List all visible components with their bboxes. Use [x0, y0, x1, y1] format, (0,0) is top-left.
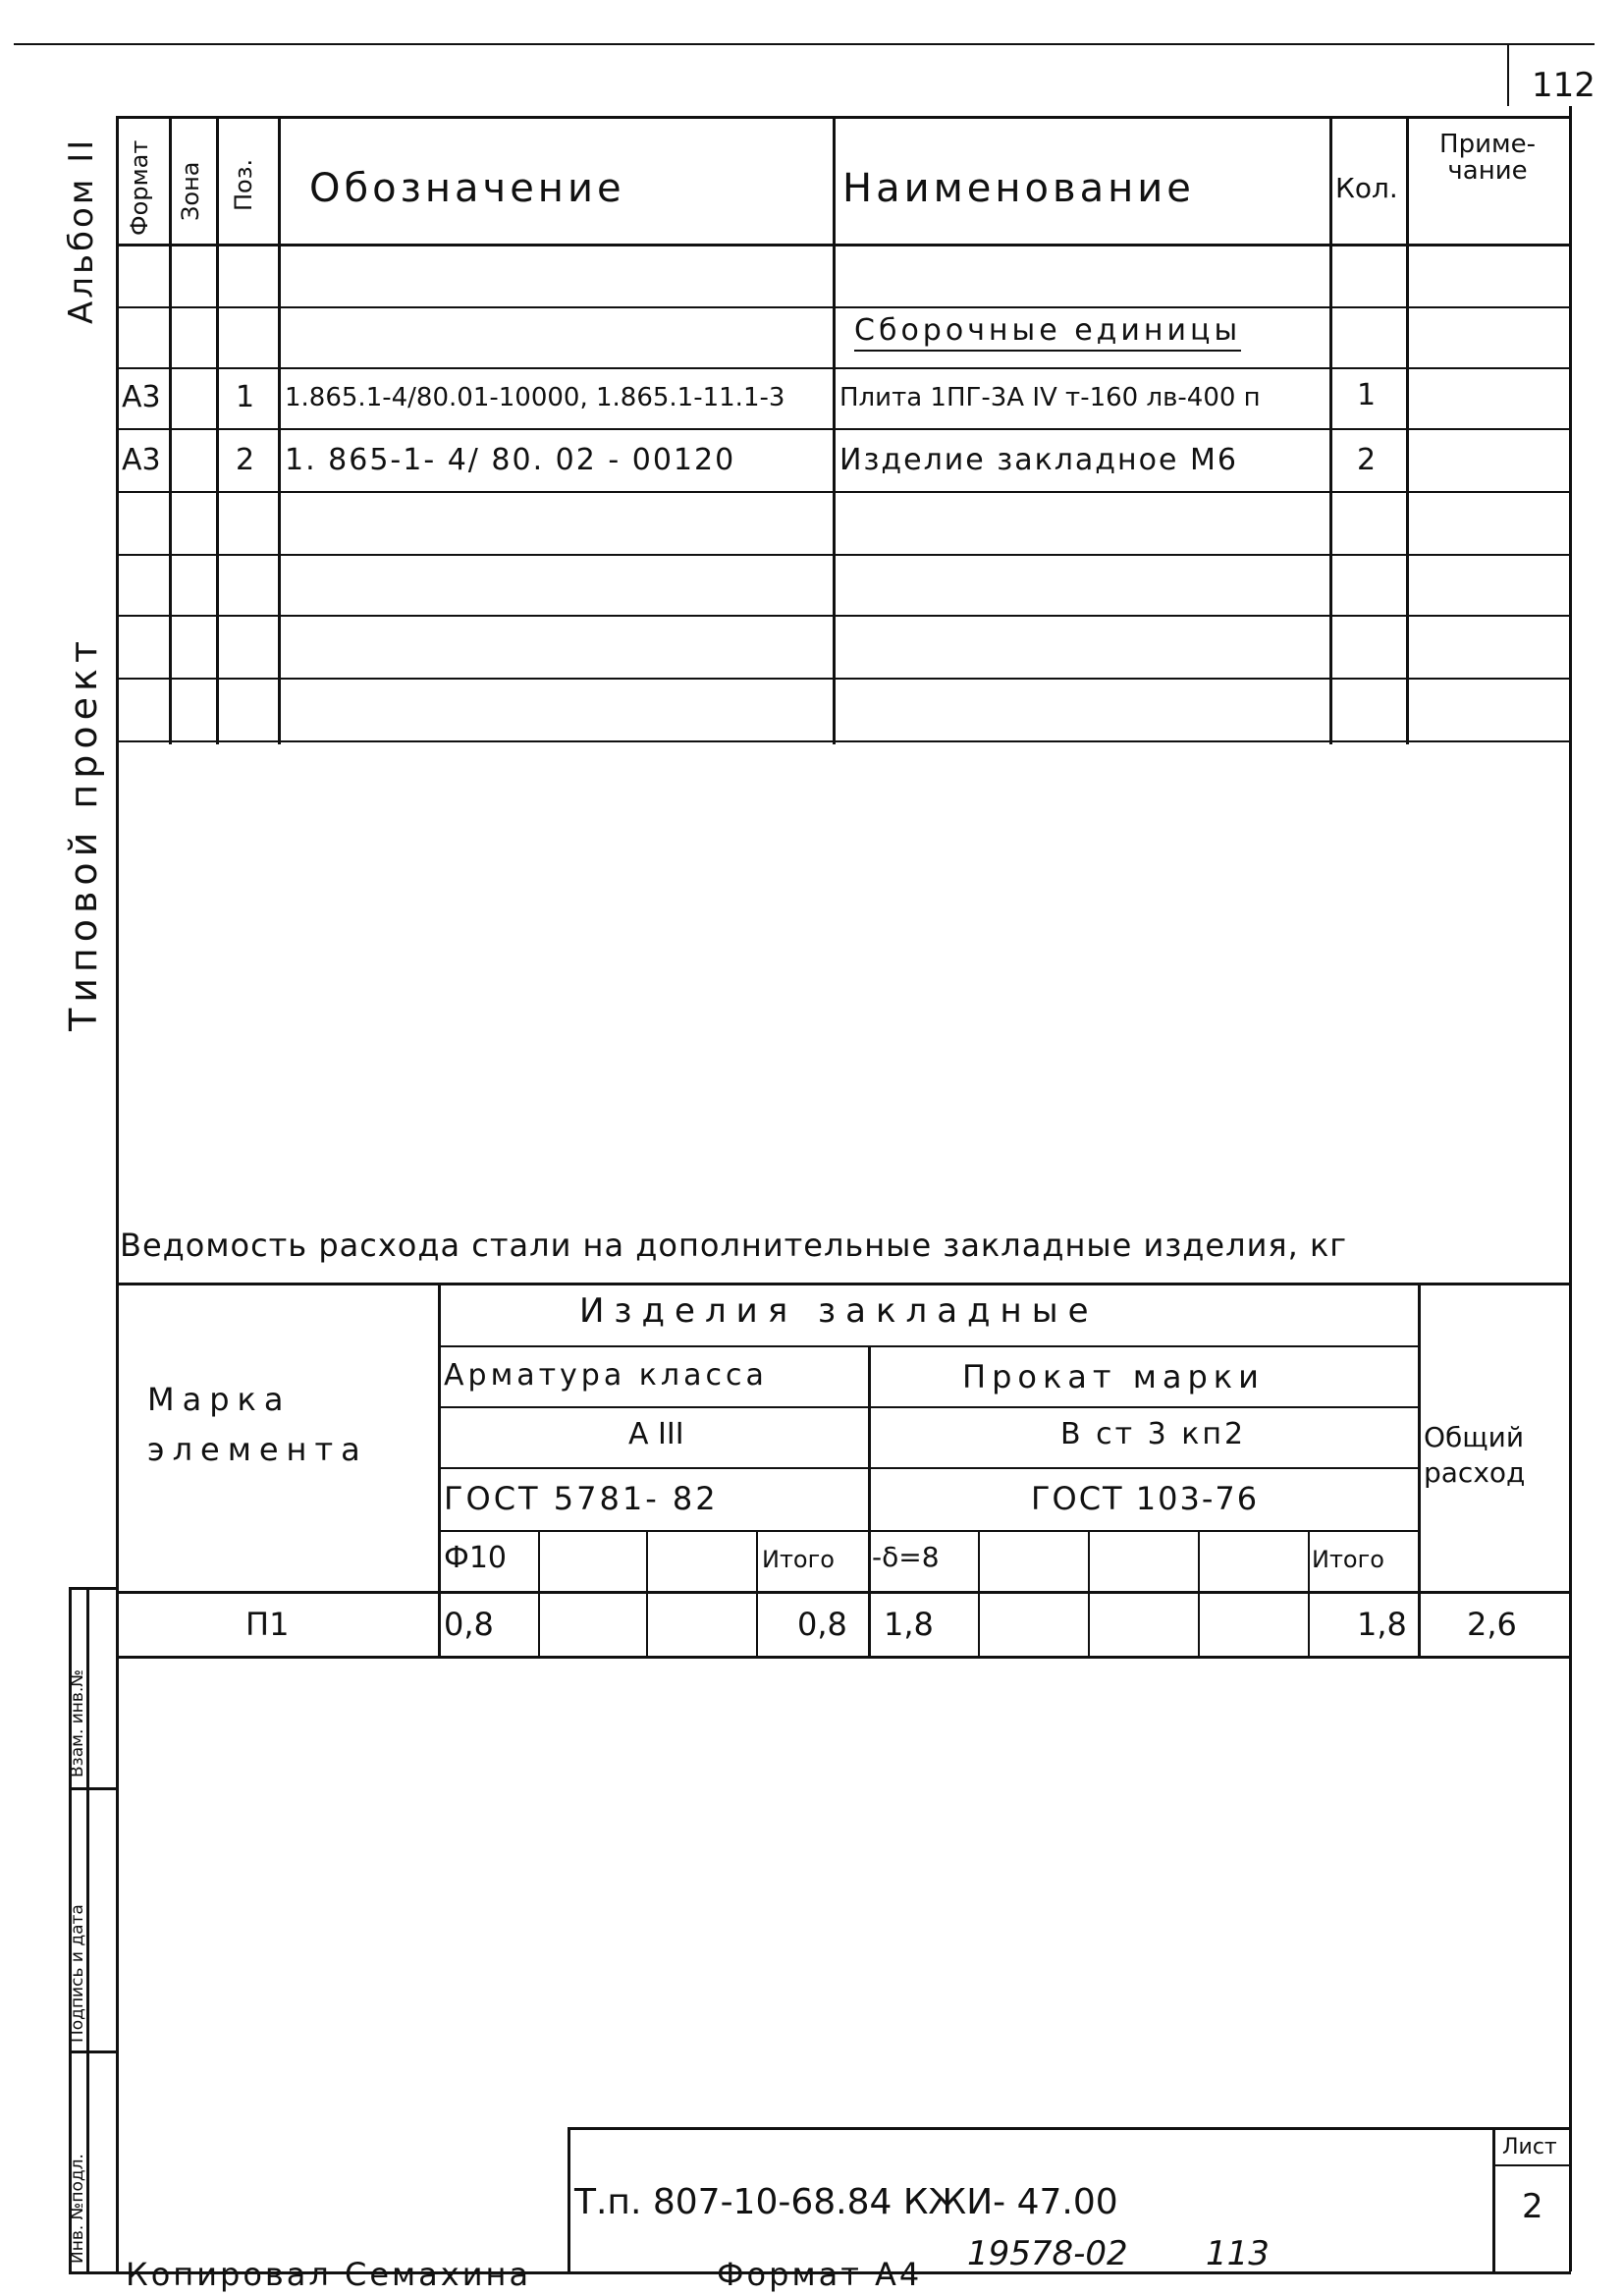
header-note: Приме-чание: [1439, 130, 1536, 187]
row-qty: 2: [1357, 443, 1377, 477]
steel-col-line: [646, 1530, 648, 1656]
frame-left: [116, 116, 119, 2271]
spec-col-line: [1329, 116, 1332, 744]
steel-header-line: [438, 1406, 1418, 1408]
steel-subheader: Итого: [762, 1546, 835, 1573]
steel-col-line: [1308, 1530, 1310, 1656]
steel-header-bottom: [116, 1591, 1571, 1594]
steel-subheader: Итого: [1312, 1546, 1384, 1573]
spec-row-line: [116, 306, 1571, 308]
spec-col-line: [278, 116, 281, 744]
spec-row-line: [116, 740, 1571, 742]
spec-header-line: [116, 244, 1571, 246]
stamp-vzam: Взам. инв.№: [68, 1668, 87, 1777]
footer-page: 113: [1206, 2234, 1270, 2273]
header-name: Наименование: [842, 166, 1195, 211]
footer-number: 19578-02: [967, 2234, 1128, 2273]
page-number-box: [1507, 43, 1509, 106]
title-code: Т.п. 807-10-68.84 КЖИ- 47.00: [574, 2182, 1118, 2222]
steel-col-line: [978, 1530, 980, 1656]
spec-row-line: [116, 428, 1571, 430]
steel-armature-gost: ГОСТ 5781- 82: [444, 1480, 719, 1517]
page-number-top: 112: [1532, 66, 1596, 105]
steel-col-line: [1088, 1530, 1090, 1656]
row-qty: 1: [1357, 378, 1377, 412]
steel-row-value: 0,8: [444, 1606, 494, 1643]
spec-row-line: [116, 678, 1571, 680]
section-title: Сборочные единицы: [854, 316, 1241, 352]
steel-header-line: [438, 1530, 1418, 1532]
steel-header-line: [438, 1345, 1418, 1347]
steel-header-line: [438, 1467, 1418, 1469]
row-designation: 1. 865-1- 4/ 80. 02 - 00120: [285, 443, 736, 477]
title-block-left: [568, 2127, 570, 2271]
steel-col-line: [538, 1530, 540, 1656]
steel-row-value: 1,8: [1357, 1606, 1407, 1643]
stamp-inv-orig: Инв. №подл.: [68, 2154, 87, 2264]
row-name: Изделие закладное М6: [839, 443, 1238, 477]
stamp-line: [69, 1587, 116, 1590]
spec-col-line: [833, 116, 836, 744]
top-rule: [14, 43, 1595, 45]
header-qty: Кол.: [1335, 172, 1398, 204]
row-designation: 1.865.1-4/80.01-10000, 1.865.1-11.1-3: [285, 383, 785, 412]
title-block-top: [568, 2127, 1571, 2130]
sheet-box-line: [1492, 2164, 1571, 2166]
steel-col-line: [1198, 1530, 1200, 1656]
steel-row-mark: П1: [245, 1606, 290, 1643]
steel-subheader: -δ=8: [872, 1541, 940, 1573]
row-pos: 2: [236, 443, 255, 477]
spec-row-line: [116, 554, 1571, 556]
steel-rolled-gost: ГОСТ 103-76: [1031, 1480, 1260, 1517]
steel-rolled-grade: В ст 3 кп2: [1060, 1417, 1247, 1451]
stamp-line: [69, 2050, 116, 2053]
frame-right: [1569, 106, 1572, 2271]
sheet-box-left: [1492, 2127, 1495, 2271]
frame-top: [116, 116, 1571, 119]
side-label-album: Альбом II: [62, 137, 101, 324]
header-pos: Поз.: [230, 158, 257, 211]
spec-col-line: [1406, 116, 1409, 744]
steel-armature-class: А III: [628, 1417, 684, 1451]
steel-row-value: 0,8: [797, 1606, 847, 1643]
steel-col-line: [756, 1530, 758, 1656]
header-zone: Зона: [177, 161, 204, 221]
row-pos: 1: [236, 380, 255, 414]
row-format: А3: [122, 380, 161, 414]
row-format: А3: [122, 443, 161, 477]
steel-armature: Арматура класса: [444, 1358, 768, 1393]
steel-table-title: Ведомость расхода стали на дополнительные закладные изделия, кг: [120, 1227, 1348, 1264]
spec-row-line: [116, 367, 1571, 369]
steel-col-line: [1418, 1283, 1421, 1656]
row-name: Плита 1ПГ-3А IV т-160 лв-400 п: [839, 383, 1261, 412]
steel-group: Изделия закладные: [579, 1291, 1099, 1331]
stamp-sign-date: Подпись и дата: [68, 1904, 87, 2043]
steel-top-line: [116, 1283, 1571, 1285]
steel-row-total: 2,6: [1467, 1606, 1517, 1643]
spec-row-line: [116, 491, 1571, 493]
steel-subheader: Ф10: [444, 1541, 507, 1575]
side-label-project: Типовой проект: [62, 634, 105, 1031]
header-format: Формат: [126, 139, 153, 236]
spec-col-line: [216, 116, 219, 744]
steel-row-value: 1,8: [884, 1606, 934, 1643]
spec-col-line: [169, 116, 172, 744]
steel-row-bottom: [116, 1656, 1571, 1659]
steel-rolled: Прокат марки: [962, 1358, 1265, 1395]
steel-total-col: Общий расход: [1424, 1421, 1526, 1490]
footer-copied: Копировал Семахина: [126, 2256, 532, 2293]
stamp-line: [69, 1787, 116, 1790]
steel-col-line: [868, 1345, 871, 1656]
sheet-number: 2: [1522, 2187, 1543, 2226]
footer-format: Формат А4: [717, 2256, 923, 2293]
sheet-label: Лист: [1502, 2135, 1557, 2159]
spec-row-line: [116, 615, 1571, 617]
steel-col-line: [438, 1283, 441, 1656]
header-designation: Обозначение: [309, 166, 625, 211]
steel-col-mark: Марка элемента: [147, 1381, 368, 1469]
